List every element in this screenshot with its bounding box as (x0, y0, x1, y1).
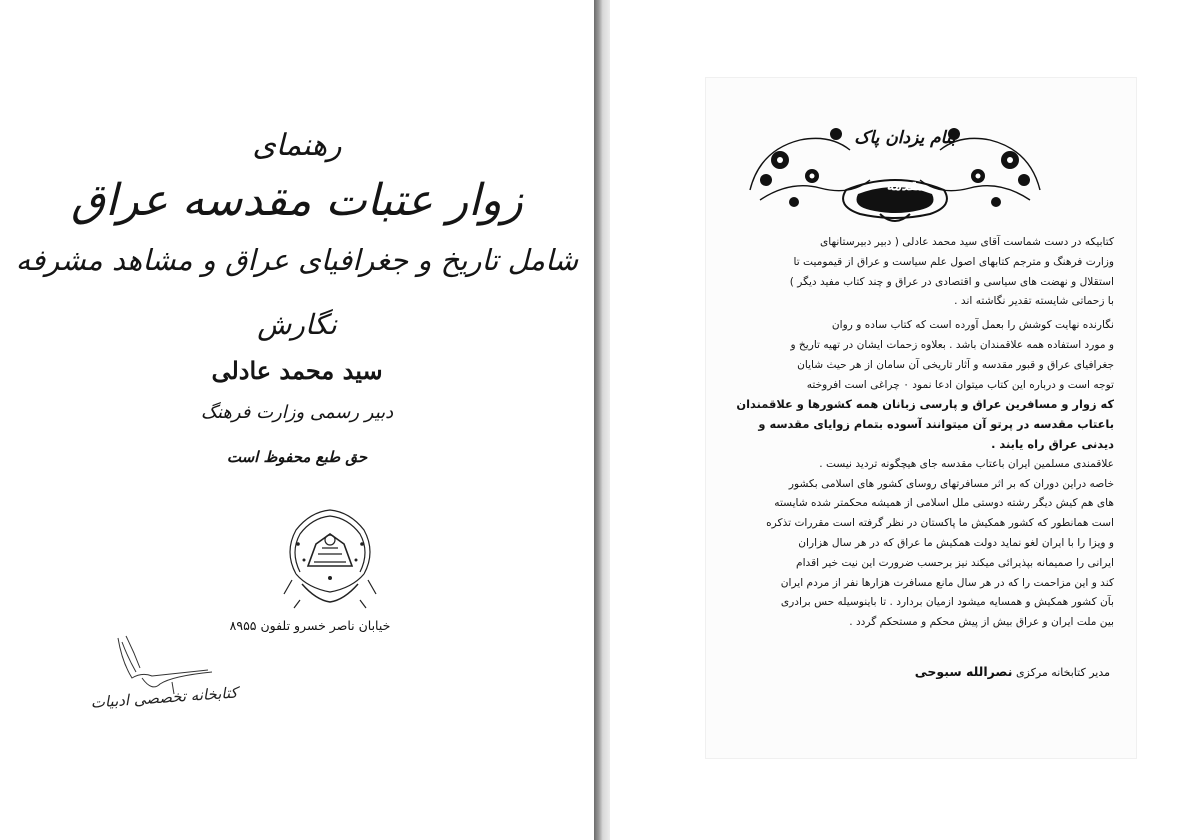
text-line: های هم کیش دیگر رشته دوستی ملل اسلامی از همیشه محکمتر شده شایسته (774, 497, 1114, 510)
text-line: بین ملت ایران و عراق بیش از پیش محکم و مستحکم گردد . (849, 616, 1114, 629)
text-line: نگارنده نهایت کوشش را بعمل آورده است که کتاب ساده و روان (831, 319, 1114, 332)
preface-paragraph-2 (716, 316, 1114, 455)
book-title: زوار عتبات مقدسه عراق (71, 175, 523, 226)
text-line: علاقمندی مسلمین ایران باعتاب مقدسه جای هیچگونه تردید نیست . (819, 457, 1114, 470)
signature-name: نصرالله سبوحی (914, 664, 1013, 679)
publisher-address: خیابان ناصر خسرو تلفون ۸۹۵۵ (229, 618, 391, 633)
text-line: با زحماتی شایسته تقدیر نگاشته اند . (954, 295, 1114, 308)
preface-paragraph-3 (716, 455, 1114, 633)
preface-paragraph-1 (716, 233, 1114, 312)
text-line-bold: باعتاب مقدسه در پرتو آن میتوانند آسوده بتمام زوایای مقدسه و (758, 417, 1114, 432)
text-line-bold: دیدنی عراق راه یابند . (991, 436, 1114, 451)
text-line: استقلال و نهضت های سیاسی و اقتصادی در عراق و چند کتاب مفید دیگر ) (789, 275, 1114, 288)
ornament-title: بنام یزدان پاک (854, 128, 956, 148)
author-position: دبیر رسمی وزارت فرهنگ (200, 402, 394, 423)
book-spine (594, 0, 610, 840)
author-label: نگارش (257, 308, 337, 341)
text-line: و ویزا را با ایران لغو نماید دولت همکیش ما عراق که در هر سال هزاران (798, 536, 1114, 549)
author-name: سید محمد عادلی (211, 356, 383, 385)
text-line: است همانطور که کشور همکیش ما پاکستان در نظر گرفته است مقررات تذکره (766, 517, 1114, 530)
text-line: کند و این مزاحمت را که در هر سال مانع مسافرت هزارها نفر از مردم ایران (780, 576, 1114, 589)
book-subtitle: شامل تاریخ و جغرافیای عراق و مشاهد مشرفه (15, 243, 579, 277)
library-stamp-text: کتابخانه تخصصی ادبیات (90, 683, 239, 712)
text-line: خاصه دراین دوران که بر اثر مسافرتهای روسای کشور های اسلامی بکشور (788, 477, 1114, 490)
signature-title: مدیر کتابخانه مرکزی (1015, 666, 1110, 679)
text-line: وزارت فرهنگ و مترجم کتابهای اصول علم سیاست و عراق از قیمومیت تا (793, 255, 1114, 268)
right-page (610, 0, 1202, 840)
left-page (0, 0, 594, 840)
text-line: جغرافیای عراق و قبور مقدسه و آثار تاریخی آن سامان از هر حیث شایان (797, 358, 1114, 371)
text-line: بآن کشور همکیش و همسایه میشود ازمیان بردارد . تا باینوسیله حس برادری (780, 596, 1114, 609)
text-line-bold: که زوار و مسافرین عراق و پارسی زبانان همه کشورها و علاقمندان (736, 397, 1114, 412)
text-line: و مورد استفاده همه علاقمندان باشد . بعلاوه زحمات ایشان در تهیه تاریخ و (790, 338, 1114, 351)
ornament-subtitle: مقدمه (886, 178, 924, 194)
preface-text (716, 233, 1114, 633)
title-line-guide: رهنمای (252, 128, 342, 163)
copyright-note: حق طبع محفوظ است (226, 448, 368, 466)
text-line: توجه است و درباره این کتاب میتوان ادعا نمود ٠ چراغی است افروخته (806, 378, 1114, 391)
publisher-emblem-icon (278, 504, 382, 610)
preface-signature (910, 664, 1110, 679)
text-line: کتابیکه در دست شماست آقای سید محمد عادلی ( دبیر دبیرستانهای (819, 236, 1114, 248)
text-line: ایرانی را صمیمانه بپذیرائی میکند نیز برحسب ضرورت این نیت خیر اقدام (796, 556, 1114, 569)
